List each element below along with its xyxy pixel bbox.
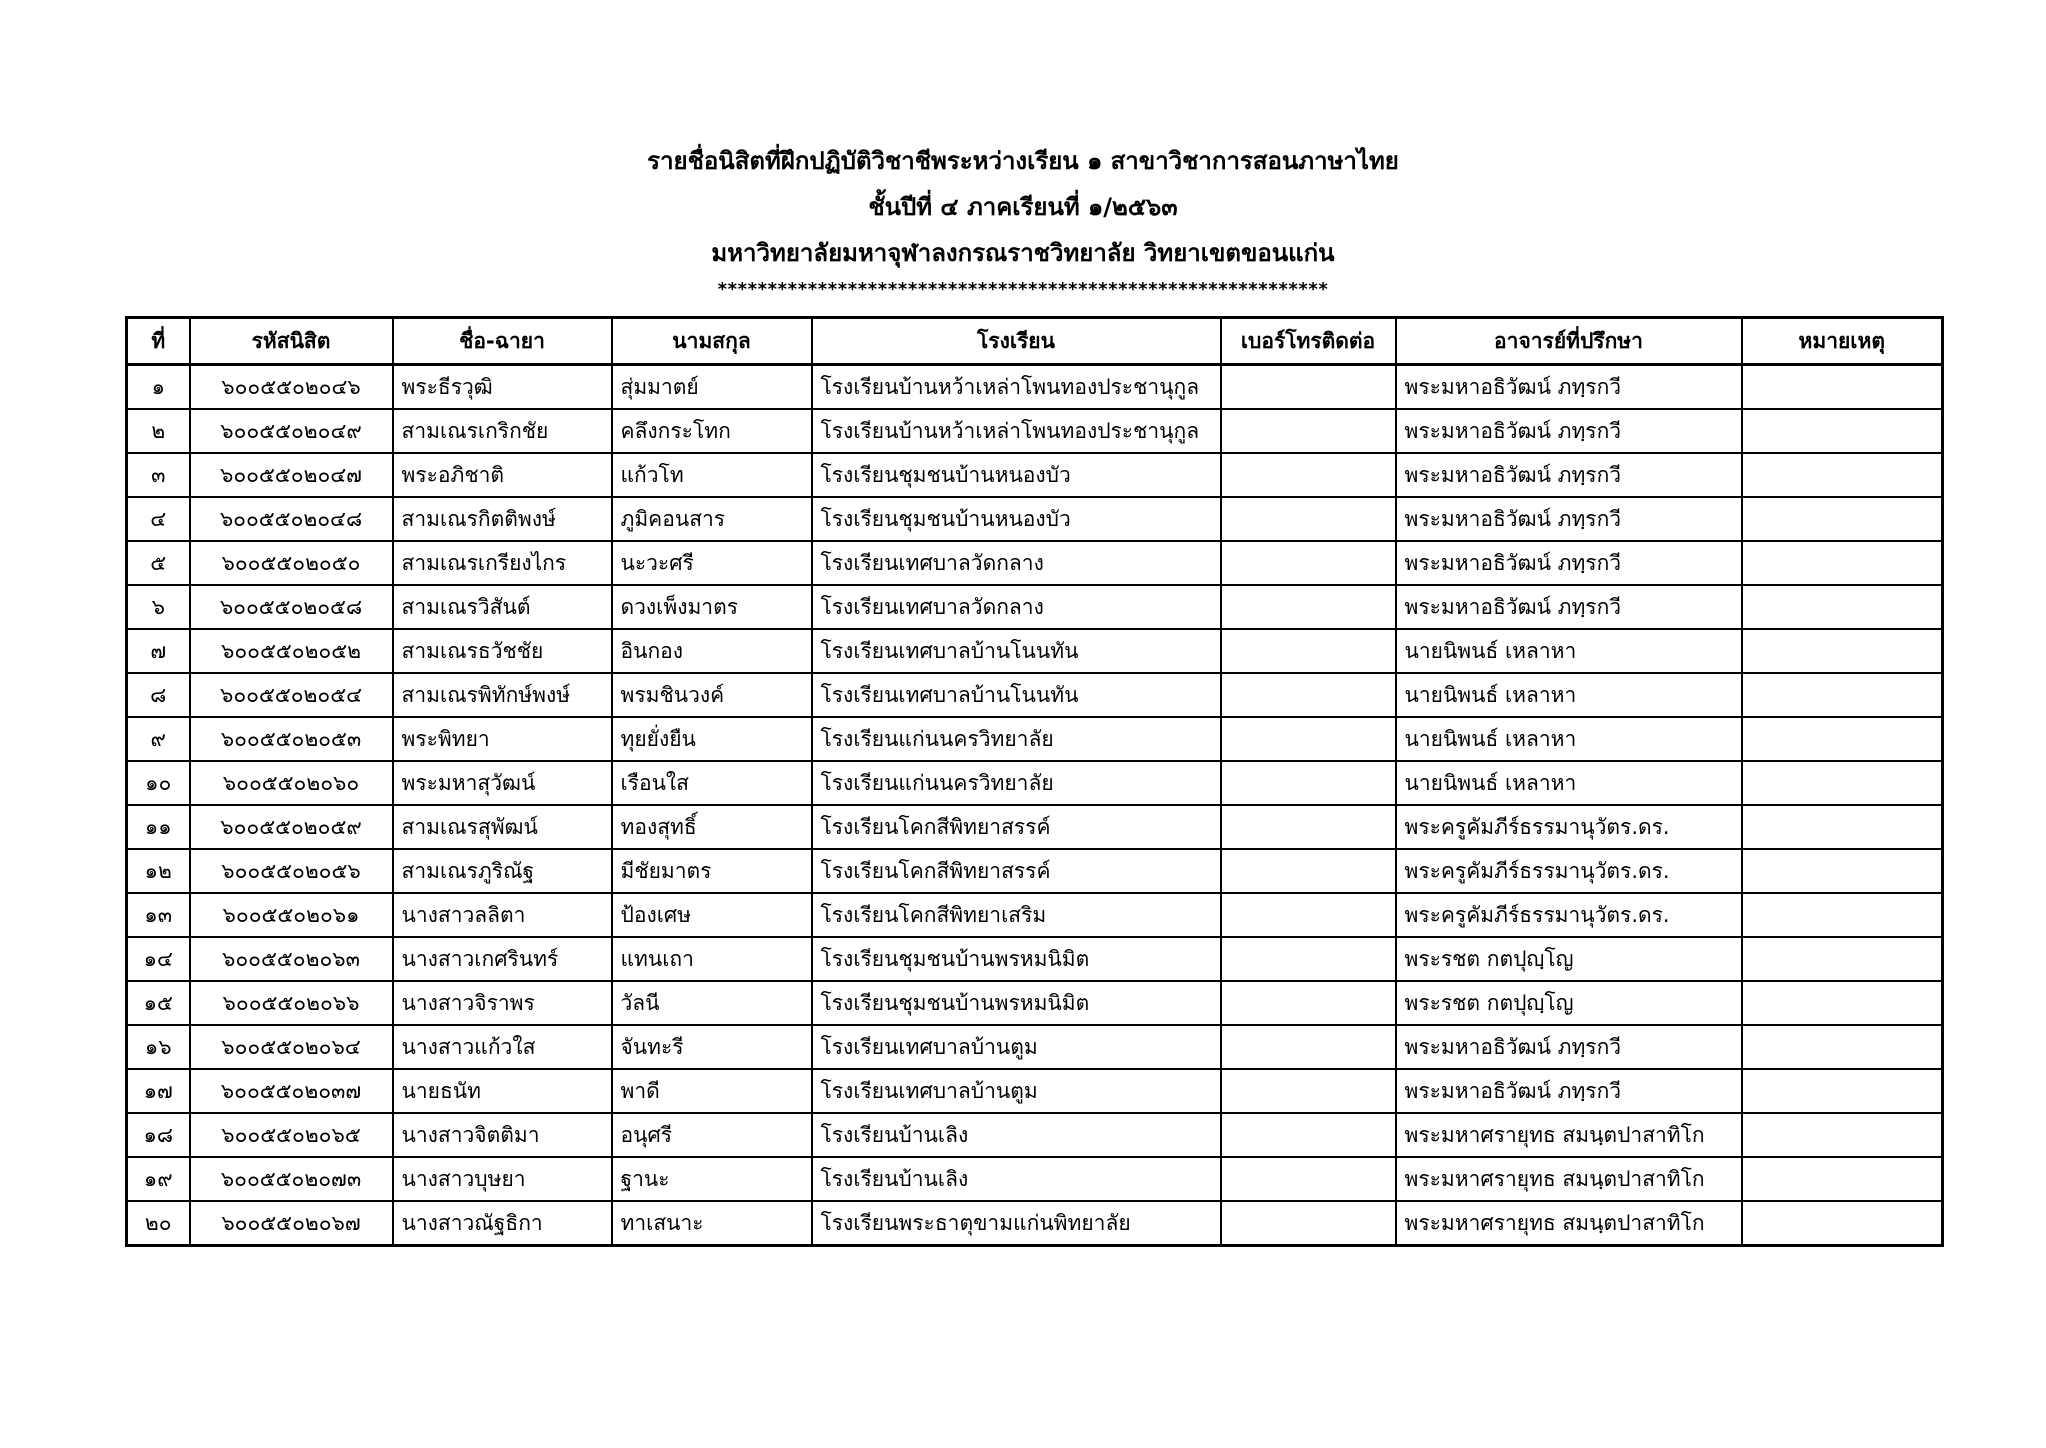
cell-advisor: พระมหาอธิวัฒน์ ภทฺรกวี [1396, 1069, 1742, 1113]
document-subtitle-university: มหาวิทยาลัยมหาจุฬาลงกรณราชวิทยาลัย วิทยาเขตขอนแก่น [711, 239, 1335, 267]
table-row [127, 893, 1943, 937]
cell-name: สามเณรพิทักษ์พงษ์ [393, 673, 612, 717]
cell-advisor: พระมหาอธิวัฒน์ ภทฺรกวี [1396, 541, 1742, 585]
cell-surname: พรมชินวงค์ [612, 673, 812, 717]
cell-name: นางสาวจิราพร [393, 981, 612, 1025]
header-row [127, 318, 1943, 365]
column-header-phone: เบอร์โทรติดต่อ [1221, 318, 1396, 365]
student-roster-table [125, 316, 1944, 1247]
cell-school: โรงเรียนแก่นนครวิทยาลัย [812, 717, 1221, 761]
cell-phone [1221, 717, 1396, 761]
cell-advisor: พระครูคัมภีร์ธรรมานุวัตร.ดร. [1396, 805, 1742, 849]
cell-advisor: พระมหาอธิวัฒน์ ภทฺรกวี [1396, 409, 1742, 453]
cell-school: โรงเรียนเทศบาลวัดกลาง [812, 541, 1221, 585]
cell-surname: ทุยยั่งยืน [612, 717, 812, 761]
cell-student-id: ๖๐๐๕๕๐๒๐๕๔ [190, 673, 393, 717]
cell-phone [1221, 937, 1396, 981]
cell-student-id: ๖๐๐๕๕๐๒๐๕๙ [190, 805, 393, 849]
cell-school: โรงเรียนชุมชนบ้านพรหมนิมิต [812, 937, 1221, 981]
column-header-advisor: อาจารย์ที่ปรึกษา [1396, 318, 1742, 365]
table-row [127, 365, 1943, 410]
cell-advisor: พระมหาอธิวัฒน์ ภทฺรกวี [1396, 585, 1742, 629]
cell-name: พระพิทยา [393, 717, 612, 761]
cell-surname: ป้องเศษ [612, 893, 812, 937]
cell-school: โรงเรียนพระธาตุขามแก่นพิทยาลัย [812, 1201, 1221, 1246]
cell-student-id: ๖๐๐๕๕๐๒๐๖๑ [190, 893, 393, 937]
cell-advisor: นายนิพนธ์ เหลาหา [1396, 629, 1742, 673]
cell-name: สามเณรภูริณัฐ [393, 849, 612, 893]
cell-student-id: ๖๐๐๕๕๐๒๐๖๗ [190, 1201, 393, 1246]
table-row [127, 805, 1943, 849]
cell-advisor: พระมหาอธิวัฒน์ ภทฺรกวี [1396, 365, 1742, 410]
cell-school: โรงเรียนบ้านเลิง [812, 1113, 1221, 1157]
document-header [0, 138, 2046, 300]
cell-name: นางสาวจิตติมา [393, 1113, 612, 1157]
cell-phone [1221, 761, 1396, 805]
cell-student-id: ๖๐๐๕๕๐๒๐๕๐ [190, 541, 393, 585]
cell-surname: อนุศรี [612, 1113, 812, 1157]
cell-student-id: ๖๐๐๕๕๐๒๐๖๐ [190, 761, 393, 805]
cell-school: โรงเรียนบ้านหว้าเหล่าโพนทองประชานุกูล [812, 365, 1221, 410]
cell-no: ๑๒ [127, 849, 190, 893]
table-row [127, 629, 1943, 673]
cell-school: โรงเรียนเทศบาลบ้านโนนทัน [812, 673, 1221, 717]
cell-advisor: นายนิพนธ์ เหลาหา [1396, 761, 1742, 805]
table-row [127, 585, 1943, 629]
document-subtitle-term: ชั้นปีที่ ๔ ภาคเรียนที่ ๑/๒๕๖๓ [868, 193, 1178, 221]
cell-advisor: พระรชต กตปุญฺโญ [1396, 937, 1742, 981]
cell-phone [1221, 893, 1396, 937]
cell-no: ๙ [127, 717, 190, 761]
cell-no: ๒ [127, 409, 190, 453]
cell-surname: มีชัยมาตร [612, 849, 812, 893]
cell-note [1742, 365, 1943, 410]
cell-surname: อินกอง [612, 629, 812, 673]
cell-surname: นะวะศรี [612, 541, 812, 585]
table-row [127, 761, 1943, 805]
cell-phone [1221, 805, 1396, 849]
cell-student-id: ๖๐๐๕๕๐๒๐๕๘ [190, 585, 393, 629]
cell-no: ๓ [127, 453, 190, 497]
table-row [127, 1201, 1943, 1246]
cell-phone [1221, 585, 1396, 629]
cell-student-id: ๖๐๐๕๕๐๒๐๖๔ [190, 1025, 393, 1069]
cell-surname: เรือนใส [612, 761, 812, 805]
column-header-surname: นามสกุล [612, 318, 812, 365]
cell-student-id: ๖๐๐๕๕๐๒๐๕๒ [190, 629, 393, 673]
cell-no: ๑ [127, 365, 190, 410]
table-row [127, 409, 1943, 453]
star-divider: ************************************************************* [717, 279, 1329, 300]
cell-surname: แก้วโท [612, 453, 812, 497]
cell-surname: คลึงกระโทก [612, 409, 812, 453]
cell-phone [1221, 541, 1396, 585]
cell-note [1742, 1157, 1943, 1201]
cell-student-id: ๖๐๐๕๕๐๒๐๓๗ [190, 1069, 393, 1113]
cell-school: โรงเรียนเทศบาลบ้านโนนทัน [812, 629, 1221, 673]
cell-note [1742, 453, 1943, 497]
cell-name: สามเณรสุพัฒน์ [393, 805, 612, 849]
cell-name: สามเณรเกริกชัย [393, 409, 612, 453]
table-row [127, 1025, 1943, 1069]
cell-surname: ภูมิคอนสาร [612, 497, 812, 541]
column-header-name: ชื่อ-ฉายา [393, 318, 612, 365]
cell-name: นางสาวเกศรินทร์ [393, 937, 612, 981]
cell-phone [1221, 1113, 1396, 1157]
cell-name: นางสาวบุษยา [393, 1157, 612, 1201]
cell-surname: ทาเสนาะ [612, 1201, 812, 1246]
cell-student-id: ๖๐๐๕๕๐๒๐๔๙ [190, 409, 393, 453]
column-header-student-id: รหัสนิสิต [190, 318, 393, 365]
cell-name: นายธนัท [393, 1069, 612, 1113]
column-header-note: หมายเหตุ [1742, 318, 1943, 365]
cell-note [1742, 717, 1943, 761]
cell-student-id: ๖๐๐๕๕๐๒๐๔๗ [190, 453, 393, 497]
cell-advisor: พระครูคัมภีร์ธรรมานุวัตร.ดร. [1396, 893, 1742, 937]
cell-name: นางสาวลลิตา [393, 893, 612, 937]
cell-no: ๑๑ [127, 805, 190, 849]
cell-student-id: ๖๐๐๕๕๐๒๐๖๕ [190, 1113, 393, 1157]
table-row [127, 1113, 1943, 1157]
cell-student-id: ๖๐๐๕๕๐๒๐๔๘ [190, 497, 393, 541]
cell-note [1742, 497, 1943, 541]
cell-note [1742, 761, 1943, 805]
cell-advisor: พระมหาอธิวัฒน์ ภทฺรกวี [1396, 1025, 1742, 1069]
cell-note [1742, 805, 1943, 849]
cell-advisor: พระมหาศรายุทธ สมนฺตปาสาทิโก [1396, 1113, 1742, 1157]
cell-note [1742, 541, 1943, 585]
cell-name: สามเณรกิตติพงษ์ [393, 497, 612, 541]
cell-no: ๑๙ [127, 1157, 190, 1201]
cell-no: ๑๕ [127, 981, 190, 1025]
cell-advisor: พระครูคัมภีร์ธรรมานุวัตร.ดร. [1396, 849, 1742, 893]
cell-phone [1221, 497, 1396, 541]
cell-no: ๑๓ [127, 893, 190, 937]
cell-name: สามเณรวิสันต์ [393, 585, 612, 629]
column-header-school: โรงเรียน [812, 318, 1221, 365]
cell-note [1742, 1025, 1943, 1069]
cell-no: ๑๖ [127, 1025, 190, 1069]
cell-note [1742, 849, 1943, 893]
cell-school: โรงเรียนชุมชนบ้านพรหมนิมิต [812, 981, 1221, 1025]
cell-school: โรงเรียนเทศบาลวัดกลาง [812, 585, 1221, 629]
cell-name: นางสาวณัฐธิกา [393, 1201, 612, 1246]
cell-name: พระธีรวุฒิ [393, 365, 612, 410]
cell-note [1742, 1113, 1943, 1157]
cell-school: โรงเรียนแก่นนครวิทยาลัย [812, 761, 1221, 805]
document-title: รายชื่อนิสิตที่ฝึกปฏิบัติวิชาชีพระหว่างเรียน ๑ สาขาวิชาการสอนภาษาไทย [647, 147, 1399, 175]
cell-phone [1221, 1201, 1396, 1246]
cell-note [1742, 1069, 1943, 1113]
cell-no: ๗ [127, 629, 190, 673]
cell-school: โรงเรียนโคกสีพิทยาสรรค์ [812, 805, 1221, 849]
cell-advisor: พระรชต กตปุญฺโญ [1396, 981, 1742, 1025]
cell-note [1742, 981, 1943, 1025]
cell-surname: สุ่มมาตย์ [612, 365, 812, 410]
cell-name: พระอภิชาติ [393, 453, 612, 497]
table-row [127, 1157, 1943, 1201]
cell-surname: พาดี [612, 1069, 812, 1113]
cell-advisor: พระมหาศรายุทธ สมนฺตปาสาทิโก [1396, 1201, 1742, 1246]
cell-phone [1221, 409, 1396, 453]
cell-name: สามเณรเกรียงไกร [393, 541, 612, 585]
table-row [127, 673, 1943, 717]
cell-school: โรงเรียนชุมชนบ้านหนองบัว [812, 497, 1221, 541]
cell-phone [1221, 1025, 1396, 1069]
cell-name: สามเณรธวัชชัย [393, 629, 612, 673]
cell-phone [1221, 629, 1396, 673]
cell-surname: ฐานะ [612, 1157, 812, 1201]
cell-school: โรงเรียนโคกสีพิทยาเสริม [812, 893, 1221, 937]
cell-note [1742, 673, 1943, 717]
cell-school: โรงเรียนเทศบาลบ้านตูม [812, 1069, 1221, 1113]
cell-name: นางสาวแก้วใส [393, 1025, 612, 1069]
cell-phone [1221, 365, 1396, 410]
cell-no: ๖ [127, 585, 190, 629]
cell-surname: วัลนี [612, 981, 812, 1025]
table-row [127, 849, 1943, 893]
table-row [127, 541, 1943, 585]
table-row [127, 981, 1943, 1025]
cell-student-id: ๖๐๐๕๕๐๒๐๔๖ [190, 365, 393, 410]
cell-note [1742, 409, 1943, 453]
cell-surname: แทนเถา [612, 937, 812, 981]
cell-phone [1221, 673, 1396, 717]
cell-student-id: ๖๐๐๕๕๐๒๐๕๓ [190, 717, 393, 761]
cell-no: ๑๘ [127, 1113, 190, 1157]
cell-no: ๔ [127, 497, 190, 541]
cell-student-id: ๖๐๐๕๕๐๒๐๗๓ [190, 1157, 393, 1201]
cell-school: โรงเรียนบ้านหว้าเหล่าโพนทองประชานุกูล [812, 409, 1221, 453]
table-row [127, 717, 1943, 761]
cell-surname: จันทะรี [612, 1025, 812, 1069]
cell-advisor: พระมหาอธิวัฒน์ ภทฺรกวี [1396, 497, 1742, 541]
cell-phone [1221, 1157, 1396, 1201]
cell-school: โรงเรียนชุมชนบ้านหนองบัว [812, 453, 1221, 497]
cell-phone [1221, 849, 1396, 893]
table-row [127, 497, 1943, 541]
cell-phone [1221, 1069, 1396, 1113]
cell-student-id: ๖๐๐๕๕๐๒๐๕๖ [190, 849, 393, 893]
cell-no: ๑๗ [127, 1069, 190, 1113]
cell-no: ๘ [127, 673, 190, 717]
cell-no: ๒๐ [127, 1201, 190, 1246]
column-header-no: ที่ [127, 318, 190, 365]
cell-advisor: นายนิพนธ์ เหลาหา [1396, 673, 1742, 717]
cell-advisor: นายนิพนธ์ เหลาหา [1396, 717, 1742, 761]
cell-school: โรงเรียนโคกสีพิทยาสรรค์ [812, 849, 1221, 893]
cell-name: พระมหาสุวัฒน์ [393, 761, 612, 805]
cell-advisor: พระมหาอธิวัฒน์ ภทฺรกวี [1396, 453, 1742, 497]
table-row [127, 453, 1943, 497]
cell-student-id: ๖๐๐๕๕๐๒๐๖๓ [190, 937, 393, 981]
cell-student-id: ๖๐๐๕๕๐๒๐๖๖ [190, 981, 393, 1025]
table-row [127, 1069, 1943, 1113]
cell-note [1742, 629, 1943, 673]
cell-no: ๕ [127, 541, 190, 585]
cell-phone [1221, 981, 1396, 1025]
cell-no: ๑๔ [127, 937, 190, 981]
cell-school: โรงเรียนเทศบาลบ้านตูม [812, 1025, 1221, 1069]
cell-note [1742, 937, 1943, 981]
cell-school: โรงเรียนบ้านเลิง [812, 1157, 1221, 1201]
cell-note [1742, 1201, 1943, 1246]
cell-no: ๑๐ [127, 761, 190, 805]
cell-note [1742, 893, 1943, 937]
cell-phone [1221, 453, 1396, 497]
table-body [127, 365, 1943, 1246]
cell-surname: ดวงเพ็งมาตร [612, 585, 812, 629]
table-row [127, 937, 1943, 981]
cell-note [1742, 585, 1943, 629]
cell-advisor: พระมหาศรายุทธ สมนฺตปาสาทิโก [1396, 1157, 1742, 1201]
cell-surname: ทองสุทธิ์ [612, 805, 812, 849]
table-header [127, 318, 1943, 365]
